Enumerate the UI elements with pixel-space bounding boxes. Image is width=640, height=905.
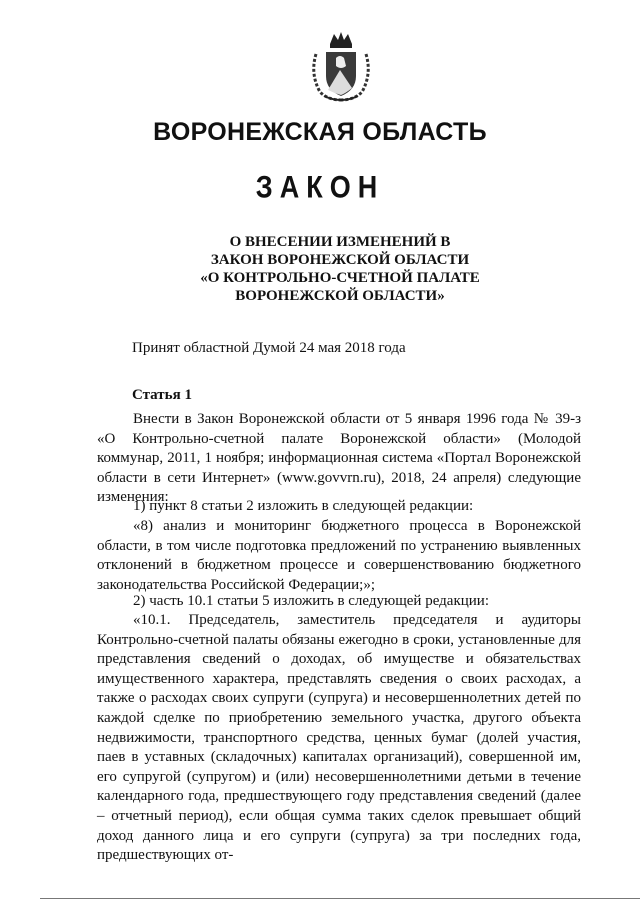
coat-of-arms-emblem	[306, 30, 376, 102]
item-2-heading: 2) часть 10.1 статьи 5 изложить в следующей редакции:	[133, 593, 489, 609]
article-intro-paragraph: Внести в Закон Воронежской области от 5 января 1996 года № 39-з «О Контрольно-счетной палате Воронежской области» (Молодой коммунар, 2011, 1 ноября; информационная система «Портал Воронежской области в сети Интернет» (www.govvrn.ru), 2018, 24 апреля) следующие изменения:	[97, 411, 581, 506]
document-type: ЗАКОН	[255, 169, 385, 205]
region-title: ВОРОНЕЖСКАЯ ОБЛАСТЬ	[153, 118, 487, 146]
law-title	[0, 233, 640, 305]
item-2-text: «10.1. Председатель, заместитель председателя и аудиторы Контрольно-счетной палаты обязаны ежегодно в сроки, установленные для представления сведений о доходах, об имуществе и обязательствах имущественного характера, представлять сведения о своих расходах, а также о расходах своих супруги (супруга) и несовершеннолетних детей по каждой сделке по приобретению земельного участка, другого объекта недвижимости, транспортного средства, ценных бумаг (долей участия, паев в уставных (складочных) капиталах организаций), совершенной им, его супругой (супругом) и (или) несовершеннолетними детьми в течение календарного года, предшествующего году представления сведений (далее – отчетный период), если общая сумма таких сделок превышает общий доход данного лица и его супруги (супруга) за три последних года, предшествующих от-	[97, 612, 581, 864]
item-1-text: «8) анализ и мониторинг бюджетного процесса в Воронежской области, в том числе подготовка предложений по устранению выявленных отклонений в бюджетном процессе и совершенствованию бюджетного законодательства Российской Федерации;»;	[97, 518, 581, 593]
law-title-line: ЗАКОН ВОРОНЕЖСКОЙ ОБЛАСТИ	[210, 252, 470, 268]
voronezh-coat-of-arms-icon	[306, 30, 376, 102]
law-title-line: ВОРОНЕЖСКОЙ ОБЛАСТИ»	[235, 288, 445, 304]
adoption-date: Принят областной Думой 24 мая 2018 года	[132, 340, 406, 356]
item-1-heading: 1) пункт 8 статьи 2 изложить в следующей редакции:	[133, 498, 474, 514]
law-title-line: О ВНЕСЕНИИ ИЗМЕНЕНИЙ В	[229, 234, 451, 250]
law-title-line: «О КОНТРОЛЬНО-СЧЕТНОЙ ПАЛАТЕ	[200, 270, 480, 286]
page-bottom-edge	[40, 898, 640, 899]
article-heading: Статья 1	[132, 387, 192, 403]
